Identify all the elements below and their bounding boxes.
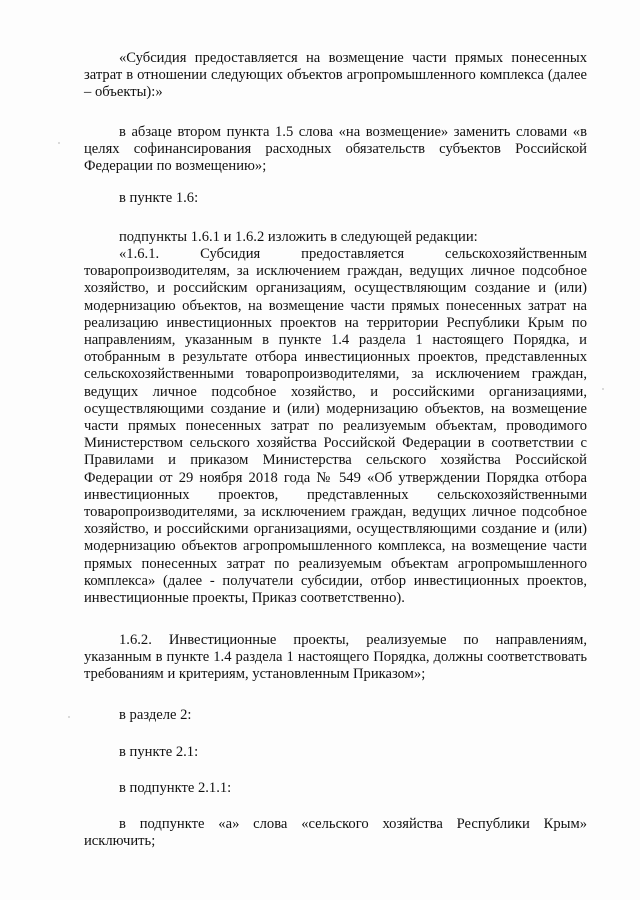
paragraph-subpoint-a: в подпункте «а» слова «сельского хозяйства Республики Крым» исключить; bbox=[84, 816, 587, 850]
scan-speck bbox=[68, 716, 70, 718]
paragraph-subpoints-intro: подпункты 1.6.1 и 1.6.2 изложить в следующей редакции: bbox=[119, 229, 478, 245]
paragraph-section-2: в разделе 2: bbox=[119, 707, 192, 723]
scan-speck bbox=[602, 388, 604, 390]
paragraph-subpoint-2-1-1: в подпункте 2.1.1: bbox=[119, 780, 232, 796]
paragraph-amend-1-5: в абзаце втором пункта 1.5 слова «на возмещение» заменить словами «в целях софинансирования расходных обязательств субъектов Российской Федерации по возмещению»; bbox=[84, 124, 587, 175]
paragraph-point-2-1: в пункте 2.1: bbox=[119, 744, 199, 760]
scan-speck bbox=[58, 142, 60, 144]
paragraph-subsidy-purpose: «Субсидия предоставляется на возмещение части прямых понесенных затрат в отношении следующих объектов агропромышленного комплекса (далее – объекты):» bbox=[84, 50, 587, 101]
paragraph-point-1-6: в пункте 1.6: bbox=[119, 190, 199, 206]
paragraph-subpoint-1-6-2: 1.6.2. Инвестиционные проекты, реализуемые по направлениям, указанным в пункте 1.4 раздела 1 настоящего Порядка, должны соответствовать требованиям и критериям, установленным Приказом»; bbox=[84, 632, 587, 683]
paragraph-subpoint-1-6-1: «1.6.1. Субсидия предоставляется сельскохозяйственным товаропроизводителям, за исключением граждан, ведущих личное подсобное хозяйство, и российским организациям, осуществляющим создание и (или) модернизацию объектов, на возмещение части прямых понесенных затрат на реализацию инвестиционных проектов на территории Республики Крым по направлениям, указанным в пункте 1.4 раздела 1 настоящего Порядка, и отобранным в результате отбора инвестиционных проектов, представленных сельскохозяйственными товаропроизводителями, за исключением граждан, ведущих личное подсобное хозяйство, и российскими организациями, осуществляющими создание и (или) модернизацию объектов, на возмещение части прямых понесенных затрат по реализуемым объектам, проводимого Министерством сельского хозяйства Российской Федерации в соответствии с Правилами и приказом Министерства сельского хозяйства Российской Федерации от 29 ноября 2018 года № 549 «Об утверждении Порядка отбора инвестиционных проектов, представленных сельскохозяйственными товаропроизводителями, за исключением граждан, ведущих личное подсобное хозяйство, и российскими организациями, осуществляющими создание и (или) модернизацию объектов агропромышленного комплекса, на возмещение части прямых понесенных затрат по реализуемым объектам агропромышленного комплекса» (далее - получатели субсидии, отбор инвестиционных проектов, инвестиционные проекты, Приказ соответственно). bbox=[84, 246, 587, 607]
